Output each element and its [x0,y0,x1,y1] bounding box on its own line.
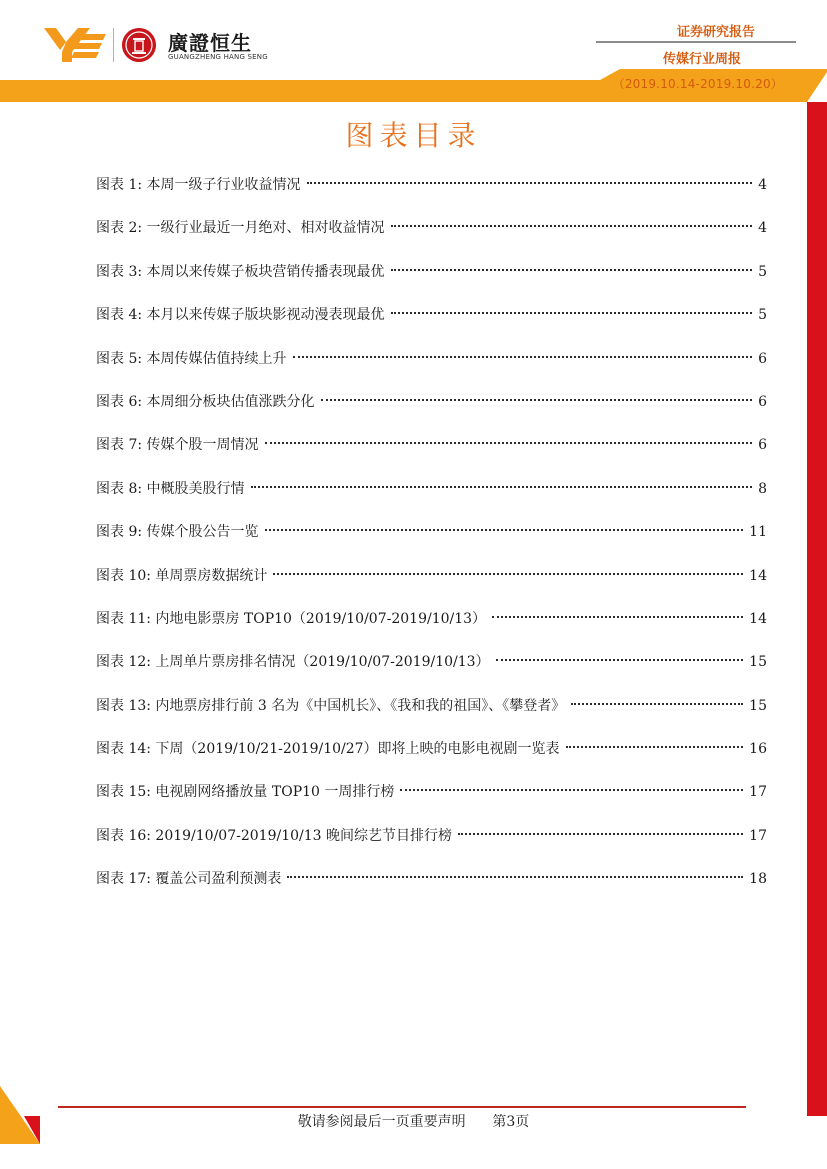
report-type: 证券研究报告 [676,25,755,40]
toc-entry-page[interactable]: 6 [758,437,767,454]
toc-entry[interactable] [96,262,767,305]
toc-entry-page[interactable]: 8 [758,480,767,497]
toc-entry-page[interactable]: 5 [758,263,767,280]
toc-dot-leader [400,789,743,791]
toc-entry-page[interactable]: 14 [749,567,767,584]
seal-logo-icon [122,28,156,62]
toc-entry-label[interactable]: 图表 12: 上周单片票房排名情况（2019/10/07-2019/10/13） [96,654,490,671]
toc-entry-label[interactable]: 图表 8: 中概股美股行情 [96,480,245,497]
toc-entry[interactable] [96,479,767,522]
footer-disclaimer: 敬请参阅最后一页重要声明 [297,1114,466,1130]
toc-entry[interactable] [96,349,767,392]
toc-entry[interactable] [96,175,767,218]
toc-dot-leader [391,269,753,271]
footer [0,1111,827,1131]
toc-dot-leader [458,833,743,835]
report-date-range: （2019.10.14-2019.10.20） [612,77,783,91]
toc-dot-leader [287,876,743,878]
toc-entry[interactable] [96,522,767,565]
toc-dot-leader [265,442,753,444]
header-rule [596,41,796,43]
toc-entry-label[interactable]: 图表 11: 内地电影票房 TOP10（2019/10/07-2019/10/13） [96,610,487,627]
toc-entry-page[interactable]: 4 [758,220,767,237]
toc-dot-leader [265,529,744,531]
toc-dot-leader [273,573,743,575]
toc-entry[interactable] [96,652,767,695]
toc-dot-leader [251,486,753,488]
toc-dot-leader [566,746,744,748]
toc-entry-label[interactable]: 图表 13: 内地票房排行前 3 名为《中国机长》、《我和我的祖国》、《攀登者》 [96,697,566,714]
footer-rule [58,1106,746,1108]
toc-entry[interactable] [96,782,767,825]
right-accent-bar [807,102,827,1116]
company-name: 廣證恒生 [168,31,252,55]
toc-entry-label[interactable]: 图表 6: 本周细分板块估值涨跌分化 [96,393,315,410]
toc-entry-page[interactable]: 15 [749,697,767,714]
toc-entry-page[interactable]: 18 [749,871,767,888]
toc-entry[interactable] [96,435,767,478]
toc-entry[interactable] [96,609,767,652]
toc-dot-leader [293,356,753,358]
toc-entry-label[interactable]: 图表 5: 本周传媒估值持续上升 [96,350,287,367]
toc-entry-page[interactable]: 14 [749,610,767,627]
toc-entry-label[interactable]: 图表 9: 传媒个股公告一览 [96,524,259,541]
toc-entry-page[interactable]: 6 [758,393,767,410]
toc-entry-label[interactable]: 图表 7: 传媒个股一周情况 [96,437,259,454]
toc-entry[interactable] [96,566,767,609]
toc-entry-page[interactable]: 5 [758,307,767,324]
toc-entry-label[interactable]: 图表 15: 电视剧网络播放量 TOP10 一周排行榜 [96,784,395,801]
toc-entry-label[interactable]: 图表 16: 2019/10/07-2019/10/13 晚间综艺节目排行榜 [96,827,452,844]
toc-entry[interactable] [96,739,767,782]
toc-entry-label[interactable]: 图表 4: 本月以来传媒子版块影视动漫表现最优 [96,307,385,324]
logo-divider [113,28,114,62]
page-title: 图表目录 [345,119,482,152]
toc-dot-leader [391,225,753,227]
company-pinyin: GUANGZHENG HANG SENG [168,53,268,61]
toc-entry-page[interactable]: 11 [749,524,767,541]
toc-entry[interactable] [96,392,767,435]
toc-entry-page[interactable]: 4 [758,177,767,193]
toc-entry[interactable] [96,826,767,869]
toc-entry[interactable] [96,869,767,912]
toc-entry-page[interactable]: 6 [758,350,767,367]
toc-dot-leader [307,182,753,184]
toc-entry[interactable] [96,218,767,261]
toc-dot-leader [496,659,744,661]
toc-entry-label[interactable]: 图表 2: 一级行业最近一月绝对、相对收益情况 [96,220,385,237]
toc-entry-page[interactable]: 17 [749,827,767,844]
toc-dot-leader [571,703,743,705]
toc-dot-leader [391,312,753,314]
toc-entry-label[interactable]: 图表 17: 覆盖公司盈利预测表 [96,871,282,888]
toc-dot-leader [492,616,743,618]
toc-entry[interactable] [96,696,767,739]
toc-entry-label[interactable]: 图表 1: 本周一级子行业收益情况 [96,177,301,193]
toc-entry-label[interactable]: 图表 14: 下周（2019/10/21-2019/10/27）即将上映的电影电视剧一览表 [96,741,560,758]
toc-entry-label[interactable]: 图表 10: 单周票房数据统计 [96,567,268,584]
ye-logo-icon [44,24,106,64]
toc-entry-page[interactable]: 17 [749,784,767,801]
toc-entry-label[interactable]: 图表 3: 本周以来传媒子板块营销传播表现最优 [96,263,385,280]
figure-index-list [96,175,767,913]
toc-entry-page[interactable]: 16 [749,741,767,758]
report-title: 传媒行业周报 [662,52,741,67]
toc-entry-page[interactable]: 15 [749,654,767,671]
toc-dot-leader [321,399,753,401]
footer-page-number: 第3页 [492,1114,530,1130]
toc-entry[interactable] [96,305,767,348]
